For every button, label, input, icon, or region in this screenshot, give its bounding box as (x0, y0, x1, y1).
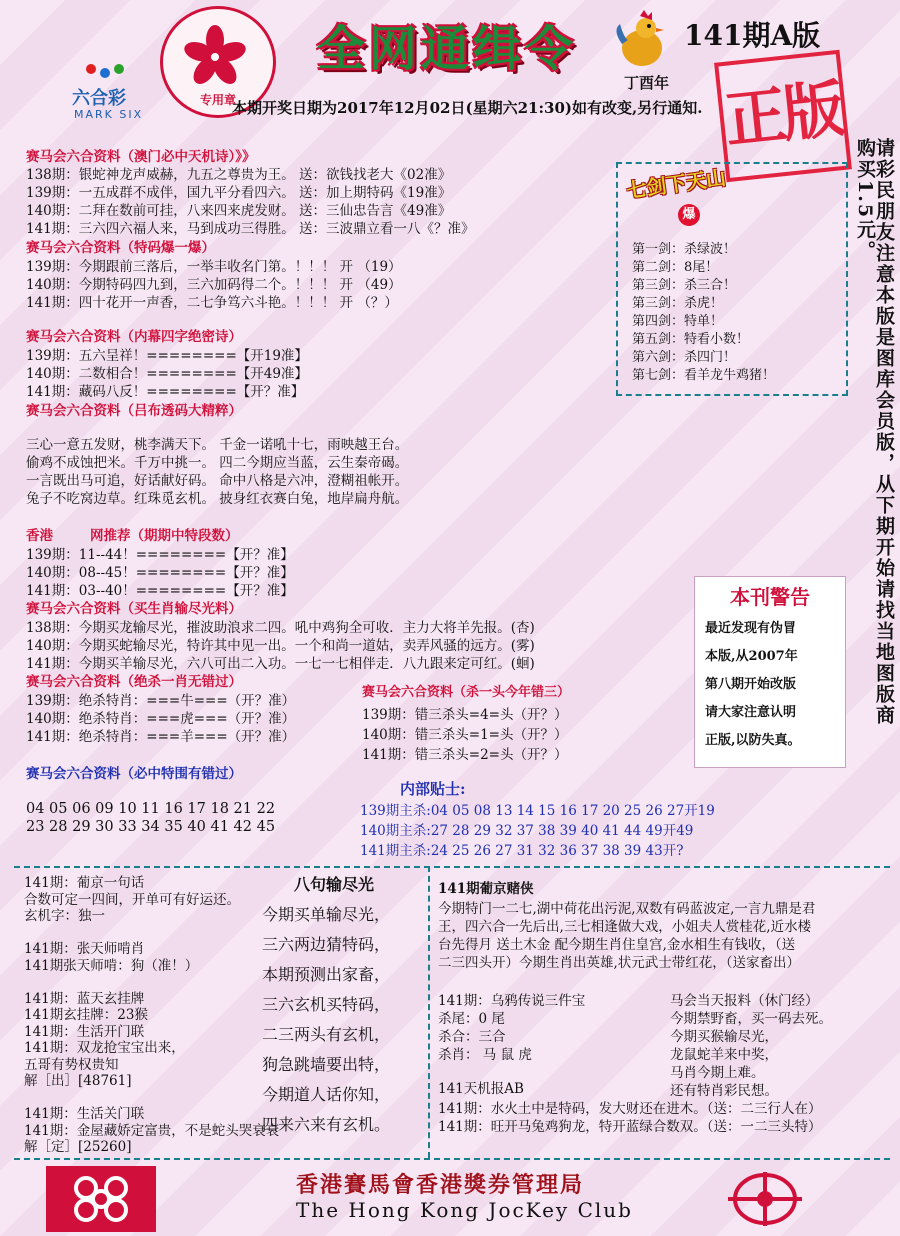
logo-cn: 六合彩 (72, 88, 126, 109)
sec5-line: 139期：11--44！========【开？准】 (26, 547, 294, 563)
sec2-line: 140期：今期特码四九到，三六加码得二个。！！！ 开 （49） (26, 277, 402, 293)
bl-line: 解［定］[25260] (24, 1139, 132, 1155)
sec1-line: 140期：二拜在数前可挂，八来四来虎发财。 送：三仙忠告言《49准》 (26, 203, 452, 219)
sec5-title-b: 网推荐（期期中特段数） (90, 528, 239, 544)
lottery-emblem-icon (720, 1166, 810, 1232)
sec4-line: 兔子不吃窝边草。红珠觅玄机。 披身红衣赛白兔，地岸扁舟航。 (26, 491, 409, 507)
bottom-right-block (438, 880, 886, 1152)
br-line: 台先得月 送土木金 配今期生肖住皇宫,金水相生有钱收，（送 (438, 937, 796, 953)
sec8-line: 140期：错三杀头=1=头（开？） (362, 727, 568, 743)
bl-line: 141期张天师啃：狗（准！） (24, 957, 199, 974)
bl-line: 玄机字：独一 (24, 908, 105, 924)
sec8-block (362, 684, 642, 764)
poem-line: 三六玄机买特码， (262, 995, 391, 1014)
sec1-line: 138期：银蛇神龙声威赫，九五之尊贵为王。 送：欲钱找老大《02准》 (26, 167, 452, 183)
sec7-line: 140期：绝杀特肖：===虎===（开？准） (26, 711, 296, 727)
bl-line: 141期：葡京一句话 (24, 875, 145, 891)
sec3-title: 赛马会六合资料（内幕四字绝密诗） (26, 329, 242, 345)
poem-line: 二三两头有玄机， (262, 1025, 391, 1044)
horse-title: 马会当天报料（休门经） (670, 993, 819, 1009)
sec2-line: 139期：今期跟前三落后，一举丰收名门第。！！！ 开 （19） (26, 259, 402, 275)
warning-box (694, 576, 846, 768)
poem-line: 本期预测出家畜， (262, 965, 391, 984)
footer-cn: 香港賽馬會香港獎券管理局 (296, 1172, 585, 1198)
warning-line: 请大家注意认明 (705, 705, 797, 720)
swords-title: 七剑下天山 (625, 165, 728, 203)
sword-item: 第二剑：8尾！ (632, 260, 719, 275)
warning-line: 最近发现有伪冒 (705, 621, 797, 636)
sec9-numbers-row2: 23 28 29 30 33 34 35 40 41 42 45 (26, 819, 276, 835)
sec3-line: 139期：五六呈祥！========【开19准】 (26, 348, 308, 364)
sec6-line: 141期：今期买羊输尽光，六八可出二入功。一七一七相伴走．八九跟来定可红。(蛔) (26, 656, 535, 672)
sec8-line: 141期：错三杀头=2=头（开？） (362, 747, 568, 763)
sword-item: 第三剑：杀虎！ (632, 296, 724, 311)
bl-line: 141期：双龙抢宝宝出来， (24, 1040, 185, 1056)
seven-swords-box (616, 162, 848, 396)
sec5-title-a: 香港 (26, 528, 53, 544)
sec4-line: 一言既出马可追，好话献好码。 命中八格是六冲，澄糊祖帐开。 (26, 473, 409, 489)
bl-line: 141期：生活关门联 (24, 1106, 145, 1122)
sword-item: 第五剑：特看小数！ (632, 332, 750, 347)
warning-line: 本版,从2007年 (705, 649, 798, 664)
sec5-line: 140期：08--45！========【开？准】 (26, 565, 294, 581)
crow-title: 141期：乌鸦传说三件宝 (438, 993, 586, 1009)
insider-line: 140期主杀:27 28 29 32 37 38 39 40 41 44 49开49 (360, 823, 694, 839)
genuine-stamp: 正版 (714, 50, 852, 183)
insider-line: 139期主杀:04 05 08 13 14 15 16 17 20 25 26 27开19 (360, 803, 715, 819)
bl-line: 141期：蓝天玄挂牌 (24, 990, 145, 1007)
sec8-line: 139期：错三杀头=4=头（开？） (362, 707, 568, 723)
tianji-line: 141期：水火土中是特码，发大财还在进木。（送：二三行人在） (438, 1101, 822, 1117)
bl-line: 141期：张天师啃肖 (24, 941, 145, 957)
divider-mid (428, 866, 430, 1158)
sec7-line: 141期：绝杀特肖：===羊===（开？准） (26, 729, 296, 745)
sword-item: 第七剑：看羊龙牛鸡猪！ (632, 368, 776, 383)
logo-en: MARK SIX (74, 108, 144, 121)
stamp-label: 专用章 (199, 93, 236, 107)
poem-block (262, 876, 422, 1146)
warning-line: 正版,以防失真。 (705, 733, 801, 748)
footer-en: The Hong Kong JocKey Club (296, 1198, 633, 1222)
br-title: 141期葡京赌侠 (438, 881, 534, 897)
warning-line: 第八期开始改版 (705, 677, 797, 692)
sec4-line: 偷鸡不成蚀把米。千万中挑一。 四二今期应当蓝，云生秦帝碣。 (26, 455, 409, 471)
br-line: 今期特门一二七,湖中荷花出污泥,双数有码蓝波定,一言九鼎是君 (438, 901, 816, 917)
year-label: 丁酉年 (624, 74, 670, 92)
sec6-line: 138期：今期买龙输尽光，摧波助浪求二四。吼中鸡狗全可收．主力大将羊先报。(杏) (26, 620, 535, 636)
crow-line: 杀合：三合 (438, 1029, 506, 1045)
sec5-line: 141期：03--40！========【开？准】 (26, 583, 294, 599)
sec2-title: 赛马会六合资料（特码爆一爆） (26, 240, 215, 256)
poem-line: 今期买单输尽光， (262, 905, 391, 924)
sec3-line: 141期：藏码八反！========【开？准】 (26, 384, 305, 400)
br-line: 王，四六合一先后出,三七相逢做大戏，小姐夫人赏桂花,近水楼 (438, 919, 812, 935)
sword-item: 第三剑：杀三合！ (632, 278, 737, 293)
sec7-line: 139期：绝杀特肖：===牛===（开？准） (26, 693, 296, 709)
sword-item: 第六剑：杀四门！ (632, 350, 737, 365)
warning-title: 本刊警告 (730, 585, 810, 609)
sec6-line: 140期：今期买蛇输尽光，特许其中见一出。一个和尚一道姑，卖弄风骚的远方。(雾) (26, 638, 535, 654)
br-line: 二三四头开）今期生肖出英雄,状元武士带红花，（送家畜出） (438, 955, 801, 971)
swords-burst: 爆 (678, 204, 700, 226)
bl-line: 141期：金屋藏娇定富贵，不是蛇头哭衰衰 (24, 1122, 280, 1139)
bl-line: 解［出］[48761] (24, 1073, 132, 1089)
bl-line: 141期玄挂牌：23猴 (24, 1007, 148, 1023)
sword-item: 第四剑：特单！ (632, 314, 724, 329)
bl-line: 合数可定一四间，开单可有好运还。 (24, 891, 240, 908)
poem-line: 狗急跳墙要出特， (262, 1055, 391, 1074)
insider-title: 内部贴士: (400, 780, 466, 798)
sec9-numbers-row1: 04 05 06 09 10 11 16 17 18 21 22 (26, 801, 276, 817)
sec1-title: 赛马会六合资料（澳门必中天机诗）》》 (26, 149, 256, 165)
poem-line: 四来六来有玄机。 (262, 1115, 391, 1134)
horse-line: 龙鼠蛇羊来中奖， (670, 1047, 778, 1063)
insider-block (360, 780, 800, 862)
issue-label: 141期A版 (684, 19, 821, 52)
rooster-icon (612, 10, 674, 72)
bl-line: 五哥有势权贵知 (24, 1056, 119, 1073)
banner-title: 全网通缉令 (316, 21, 577, 77)
sec4-line: 三心一意五发财，桃李满天下。 千金一诺吼十七，雨映越王台。 (26, 437, 409, 453)
horse-line: 马肖今期上难。 (670, 1065, 765, 1081)
sec8-title: 赛马会六合资料（杀一头今年错三） (362, 685, 571, 700)
side-notice: 请彩民朋友注意本版是图库会员版，从下期开始请找当地图版商购买1.5元。 (854, 138, 895, 726)
insider-line: 141期主杀:24 25 26 27 31 32 36 37 38 39 43开? (360, 843, 684, 859)
horse-line: 今期买猴输尽光， (670, 1029, 778, 1045)
sword-item: 第一剑：杀绿波！ (632, 242, 737, 257)
sec1-line: 141期：三六四六福人来，马到成功三得胜。 送：三波鼎立看一八《？准》 (26, 221, 475, 237)
poem-title: 八句输尽光 (294, 875, 375, 894)
jockey-club-emblem-icon (46, 1166, 156, 1232)
tianji-title: 141天机报AB (438, 1081, 524, 1097)
sec6-title: 赛马会六合资料（买生肖输尽光料） (26, 601, 242, 617)
mark-six-logo (72, 64, 162, 124)
draw-date-notice: 本期开奖日期为2017年12月02日(星期六21:30)如有改变,另行通知. (232, 99, 703, 117)
sec3-line: 140期：二数相合！========【开49准】 (26, 366, 308, 382)
horse-line: 还有特肖彩民想。 (670, 1083, 778, 1099)
tianji-line: 141期：旺开马兔鸡狗龙，特开蓝绿合数双。（送：一二三头特） (438, 1119, 822, 1135)
bl-line: 141期：生活开门联 (24, 1023, 145, 1040)
sec4-title: 赛马会六合资料（吕布透码大精粹） (26, 403, 242, 419)
poem-line: 今期道人话你知， (262, 1085, 391, 1104)
poem-line: 三六两边猜特码， (262, 935, 391, 954)
crow-line: 杀肖： 马 鼠 虎 (438, 1047, 532, 1063)
sec9-title: 赛马会六合资料（必中特围有错过） (26, 766, 242, 782)
divider-bottom (14, 1158, 890, 1160)
divider-top (14, 866, 890, 868)
sec1-line: 139期：一五成群不成伴，国九平分看四六。 送：加上期特码《19准》 (26, 185, 452, 201)
horse-line: 今期禁野畜，买一码去死。 (670, 1011, 832, 1027)
sec2-line: 141期：四十花开一声香，二七争笃六斗艳。！！！ 开 （？） (26, 295, 398, 311)
crow-line: 杀尾：0 尾 (438, 1011, 505, 1027)
sec7-title: 赛马会六合资料（绝杀一肖无错过） (26, 674, 242, 690)
